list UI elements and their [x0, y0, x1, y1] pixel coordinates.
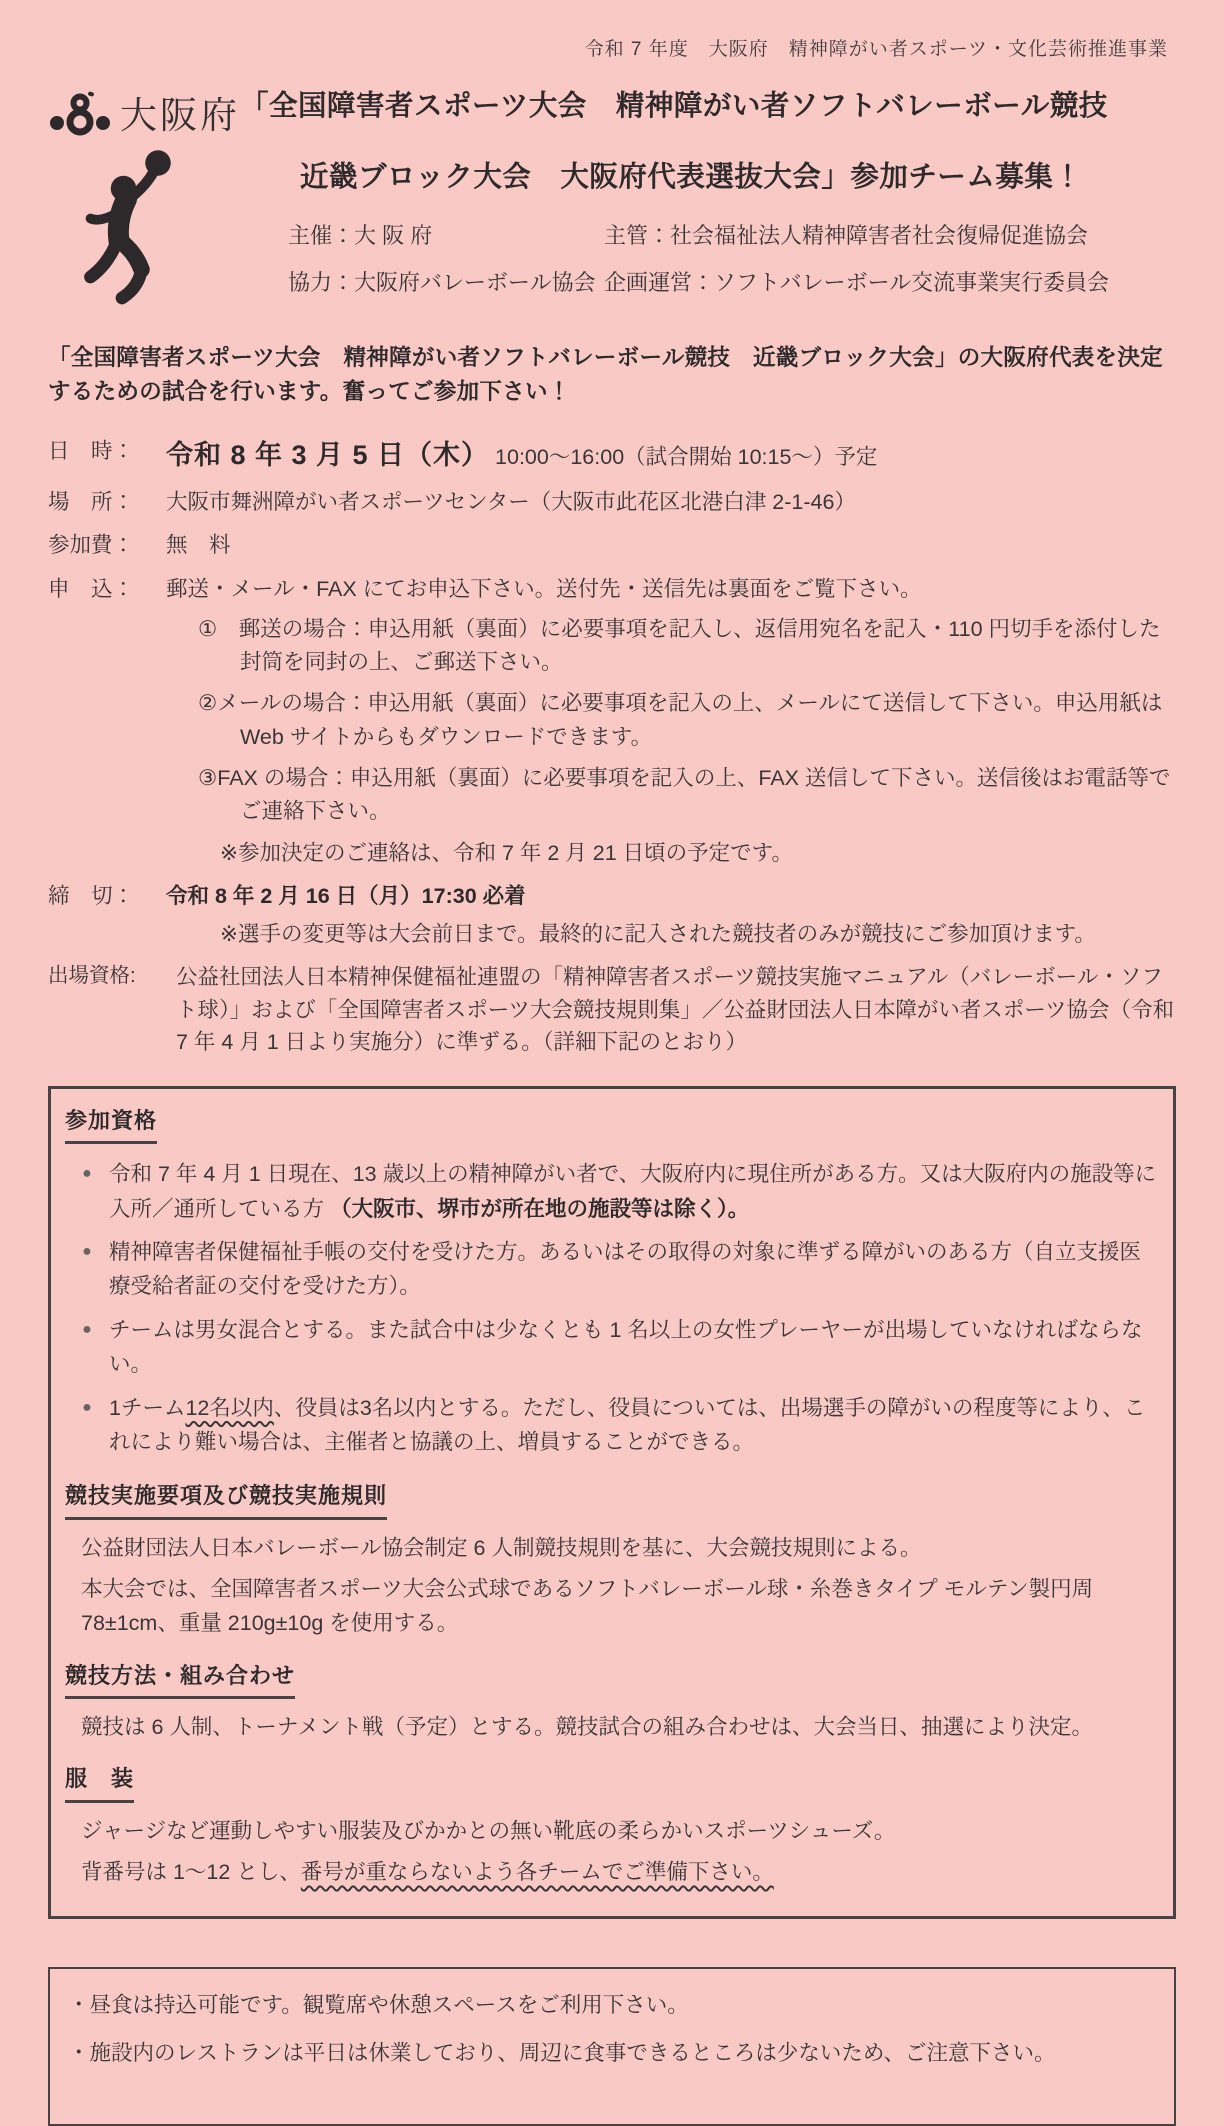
method-heading: 競技方法・組み合わせ: [65, 1658, 295, 1699]
detail-row-fee: [48, 529, 1176, 561]
date-value: [166, 435, 1176, 476]
method-line: 競技は 6 人制、トーナメント戦（予定）とする。競技試合の組み合わせは、大会当日、抽選により決定。: [81, 1714, 1094, 1739]
osaka-pref-emblem-icon: [48, 91, 112, 144]
apply-method-fax: ③FAX の場合：申込用紙（裏面）に必要事項を記入の上、FAX 送信して下さい。送信後はお電話等でご連絡下さい。: [198, 766, 1171, 824]
deadline-note: ※選手の変更等は大会前日まで。最終的に記入された競技者のみが競技にご参加頂けます。: [220, 922, 1096, 947]
apply-label: 申 込：: [48, 576, 135, 601]
qualification-label: 出場資格:: [48, 964, 136, 988]
date-rest: 10:00～16:00（試合開始 10:15～）予定: [495, 444, 878, 469]
bullet-text-wavy: 12名以内: [185, 1395, 274, 1420]
title-block: [240, 83, 1176, 195]
bullet-text: [109, 1157, 1157, 1226]
header: [48, 83, 1176, 195]
volleyball-spiker-icon: [62, 300, 212, 317]
bullet-text: [109, 1235, 1157, 1304]
note-restaurant: ・施設内のレストランは平日は休業しており、周辺に食事できるところは少ないため、ご注意下さい。: [68, 2040, 1056, 2065]
apply-value: 郵送・メール・FAX にてお申込下さい。送付先・送信先は裏面をご覧下さい。: [166, 576, 922, 601]
event-details: [48, 435, 1176, 1059]
deadline-value: 令和 8 年 2 月 16 日（月）17:30 必着: [166, 883, 526, 908]
bullet-text-post: 、役員は3名以内とする。ただし、役員については、出場選手の障がいの程度等により、これにより難い場合は、主催者と協議の上、増員することができる。: [109, 1395, 1146, 1455]
detail-row-qualification: [48, 961, 1176, 1058]
notes-box: [48, 1967, 1176, 2126]
apply-method-mail-post: ① 郵送の場合：申込用紙（裏面）に必要事項を記入し、返信用宛名を記入・110 円切手を添付した封筒を同封の上、ご郵送下さい。: [198, 616, 1161, 675]
planning-value: ソフトバレーボール交流事業実行委員会: [714, 270, 1110, 295]
cooperation-cell: [288, 266, 604, 297]
volleyball-player-illustration: [62, 148, 212, 318]
organizer-block: [288, 219, 1176, 297]
bullet-text: [109, 1313, 1157, 1382]
detail-row-apply: [48, 573, 1176, 605]
bullet-text: [109, 1391, 1157, 1460]
organizer-value: 大 阪 府: [354, 223, 433, 248]
apply-note: ※参加決定のご連絡は、令和 7 年 2 月 21 日頃の予定です。: [220, 840, 793, 865]
dress-heading: 服 装: [65, 1761, 134, 1802]
planning-label: 企画運営：: [604, 270, 715, 295]
detail-row-deadline: [48, 880, 1176, 912]
rules-line-2: 本大会では、全国障害者スポーツ大会公式球であるソフトバレーボール球・糸巻きタイプ モルテン製円周 78±1cm、重量 210g±10g を使用する。: [81, 1577, 1094, 1636]
place-value: 大阪市舞洲障がい者スポーツセンター（大阪市此花区北港白津 2-1-46）: [166, 490, 856, 514]
dress-line-2-normal: 背番号は 1～12 とし、: [81, 1859, 301, 1884]
date-label: 日 時：: [48, 438, 135, 463]
page-title-line2: 近畿ブロック大会 大阪府代表選抜大会」参加チーム募集！: [300, 161, 1083, 193]
date-main: 令和 8 年 3 月 5 日（木）: [166, 439, 490, 470]
note-lunch: ・昼食は持込可能です。観覧席や休憩スペースをご利用下さい。: [68, 1993, 689, 2018]
bullet-icon: ●: [82, 1243, 92, 1261]
supervisor-label: 主管：: [604, 223, 671, 248]
organizer-cell: [288, 219, 604, 250]
dress-line-2: [65, 1855, 1157, 1889]
bullet-icon: ●: [82, 1398, 92, 1416]
fee-label: 参加費：: [48, 533, 135, 558]
page-title-line1: 「全国障害者スポーツ大会 精神障がい者ソフトバレーボール競技: [240, 90, 1108, 122]
program-line: 令和 7 年度 大阪府 精神障がい者スポーツ・文化芸術推進事業: [584, 39, 1168, 60]
participation-bullet-3: [65, 1313, 1157, 1382]
bullet-icon: ●: [82, 1320, 92, 1338]
place-label: 場 所：: [48, 490, 135, 514]
planning-cell: [604, 266, 1109, 297]
dress-line-1: ジャージなど運動しやすい服装及びかかとの無い靴底の柔らかいスポーツシューズ。: [81, 1818, 896, 1843]
participation-bullet-4: [65, 1391, 1157, 1460]
organizer-label: 主催：: [288, 223, 355, 248]
supervisor-value: 社会福祉法人精神障害者社会復帰促進協会: [670, 223, 1089, 248]
fee-value: 無 料: [166, 533, 231, 558]
detail-row-date: [48, 435, 1176, 476]
participation-bullet-1: [65, 1157, 1157, 1226]
cooperation-label: 協力：: [288, 270, 355, 295]
participation-heading: 参加資格: [65, 1103, 157, 1144]
bullet-text-bold: （大阪市、堺市が所在地の施設等は除く）。: [329, 1196, 750, 1221]
deadline-label: 締 切：: [48, 883, 135, 908]
detail-row-place: [48, 486, 1176, 518]
bullet-text-normal: 精神障害者保健福祉手帳の交付を受けた方。あるいはその取得の対象に準ずる障がいのある方（自立支援医療受給者証の交付を受けた方）。: [109, 1240, 1142, 1299]
organizer-row-2: [288, 266, 1176, 297]
bullet-icon: ●: [82, 1165, 92, 1183]
bullet-text-normal: チームは男女混合とする。また試合中は少なくとも 1 名以上の女性プレーヤーが出場していなければならない。: [109, 1317, 1143, 1377]
bullet-text-normal: 1チーム: [109, 1395, 186, 1420]
bullet-text-normal: 令和 7 年 4 月 1 日現在、13 歳以上の精神障がい者で、大阪府内に現住所がある方。又は大阪府内の施設等に入所／通所している方: [109, 1162, 1157, 1221]
cooperation-value: 大阪府バレーボール協会: [354, 270, 596, 295]
rules-line-1: 公益財団法人日本バレーボール協会制定 6 人制競技規則を基に、大会競技規則による。: [81, 1535, 922, 1560]
rules-box: [48, 1086, 1176, 1919]
apply-method-email: ②メールの場合：申込用紙（裏面）に必要事項を記入の上、メールにて送信して下さい。申込用紙は Web サイトからもダウンロードできます。: [198, 691, 1163, 749]
participation-bullet-2: [65, 1235, 1157, 1304]
supervisor-cell: [604, 219, 1088, 250]
dress-line-2-wavy: 番号が重ならないよう各チームでご準備下さい。: [300, 1859, 774, 1884]
intro-paragraph: 「全国障害者スポーツ大会 精神障がい者ソフトバレーボール競技 近畿ブロック大会」の大阪府代表を決定するための試合を行います。奮ってご参加下さい！: [48, 345, 1163, 404]
qualification-value: 公益社団法人日本精神保健福祉連盟の「精神障害者スポーツ競技実施マニュアル（バレーボール・ソフト球）」および「全国障害者スポーツ大会競技規則集」／公益財団法人日本障がい者スポーツ協会（令和 7 年 4 月 1 日より実施分）に準ずる。（詳細下記のとおり）: [176, 965, 1175, 1054]
organizer-row-1: [288, 219, 1176, 250]
osaka-pref-logo-text: 大阪府: [120, 95, 240, 136]
rules-heading: 競技実施要項及び競技実施規則: [65, 1478, 387, 1519]
